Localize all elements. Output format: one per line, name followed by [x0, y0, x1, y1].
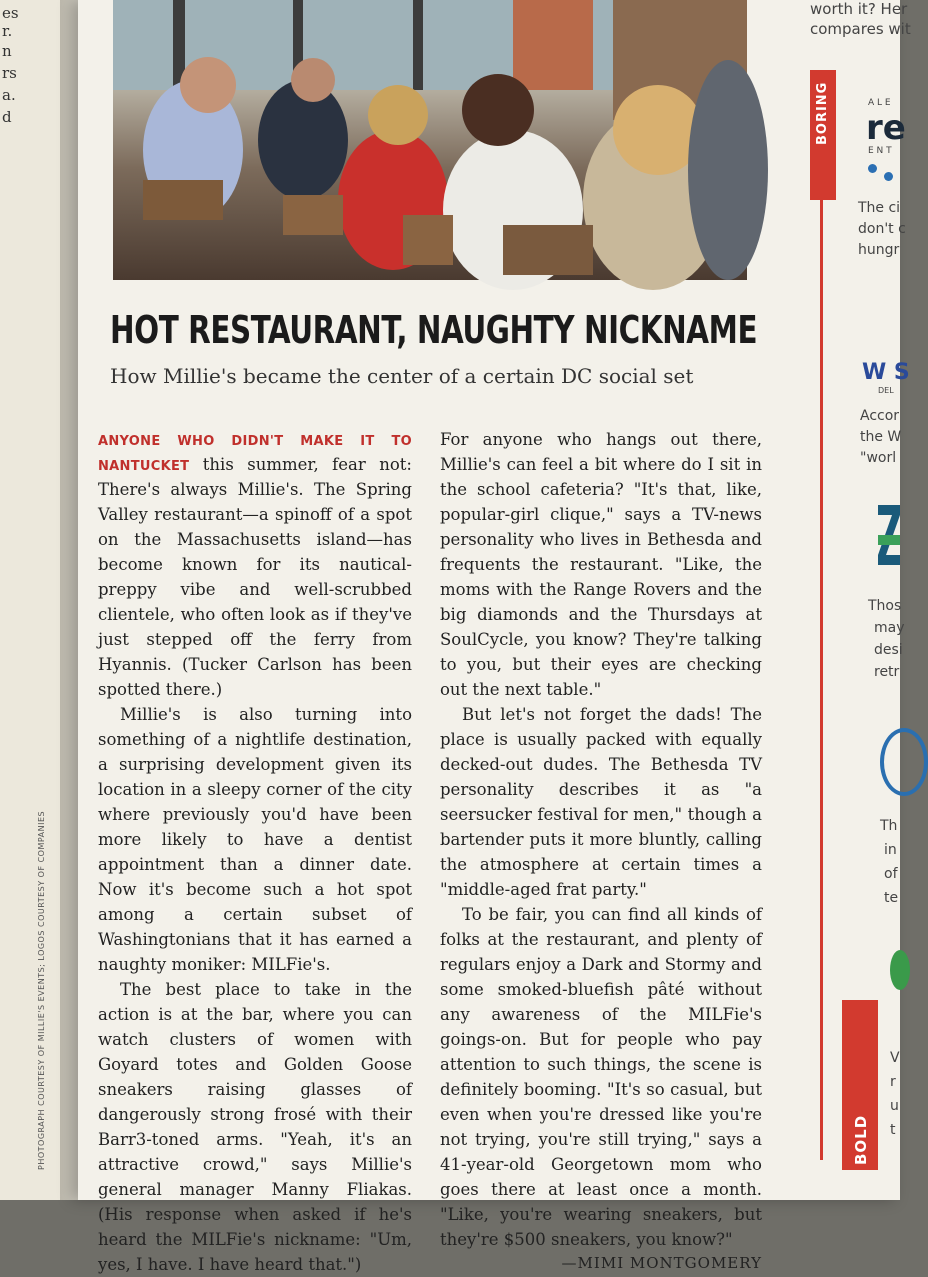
circle-logo-icon — [880, 728, 928, 796]
logo-small-text: DEL — [878, 386, 894, 395]
sidebar-blurb: r — [890, 1074, 896, 1090]
logo-dot-icon — [884, 172, 893, 181]
green-logo-icon — [890, 950, 910, 990]
paragraph: To be fair, you can find all kinds of folks at the restaurant, and plenty of regulars enjoy a Dark and Stormy and some smoked-bluefish pâté without any awareness of the MILFie's goings-on. But for people who pay attention to such things, the scene is definitely booming. "It's so casual, but even when you're dressed like you're not trying, you're still trying," says a 41-year-old Georgetown mom who goes there at least once a month. "Like, you're wearing sneakers, but they're $500 sneakers, you know?" — [440, 905, 762, 1249]
sidebar-top-text: compares wit — [810, 20, 911, 38]
scale-label-boring: BORING — [815, 81, 830, 145]
paragraph: For anyone who hangs out there, Millie's can feel a bit where do I sit in the school cafeteria? "It's that, like, popular-girl clique," says a TV-news personality who lives in Bethesda and frequents the restaurant. "Like, the moms with the Range Rovers and the big diamonds and the Thursdays at SoulCycle, you know? They're talking to you, but their eyes are checking out the next table." — [440, 430, 762, 699]
adjacent-page-edge — [0, 0, 60, 1200]
logo-dot-icon — [868, 164, 877, 173]
paragraph — [98, 427, 412, 702]
paragraph: Millie's is also turning into something of a nightlife destination, a surprising development given its location in a sleepy corner of the city where previously you'd have been more likely to have a dentist appointment than a dinner date. Now it's become such a hot spot among a certain subset of Washingtonians that it has earned a naughty moniker: MILFie's. — [98, 705, 412, 974]
sidebar-blurb: Thos — [868, 598, 902, 614]
byline: —MIMI MONTGOMERY — [561, 1254, 762, 1272]
sidebar-blurb: V — [890, 1050, 900, 1066]
scale-label-bold: BOLD — [852, 1114, 870, 1165]
sidebar-blurb: Accor — [860, 408, 900, 424]
sidebar-blurb: may — [874, 620, 905, 636]
photo-credit: PHOTOGRAPH COURTESY OF MILLIE'S EVENTS; LOGOS COURTESY OF COMPANIES — [37, 810, 46, 1170]
left-fragment: r. — [2, 22, 13, 40]
lede-text: ANYONE WHO DIDN'T MAKE IT TO NANTUCKET — [98, 434, 412, 474]
sidebar-blurb: te — [884, 890, 899, 906]
logo-z-icon — [878, 505, 900, 565]
sidebar-blurb: u — [890, 1098, 899, 1114]
left-fragment: es — [2, 4, 19, 22]
sidebar-blurb: "worl — [860, 450, 897, 466]
sidebar-scale-line — [820, 120, 823, 1160]
left-fragment: rs — [2, 64, 17, 82]
paragraph: But let's not forget the dads! The place is usually packed with equally decked-out dudes. The Bethesda TV personality describes it as "a seersucker festival for men," though a bartender puts it more bluntly, calling the atmosphere at certain times a "middle-aged frat party." — [440, 705, 762, 899]
sidebar-blurb: The ci — [858, 200, 901, 216]
article-column-2 — [440, 427, 762, 1272]
sidebar-blurb: desi — [874, 642, 903, 658]
paragraph: The best place to take in the action is at the bar, where you can watch clusters of women with Goyard totes and Golden Goose sneakers raising glasses of dangerously strong frosé with their Barr3-toned arms. "Yeah, it's an attractive crowd," says Millie's general manager Manny Fliakas. (His response when asked if he's heard the MILFie's nickname: "Um, yes, I have. I have heard that.") — [98, 980, 412, 1274]
article-headline: HOT RESTAURANT, NAUGHTY NICKNAME — [110, 308, 758, 352]
sidebar-blurb: in — [884, 842, 897, 858]
logo-small-text: A L E — [868, 98, 891, 108]
restaurant-logo-2: W S — [862, 360, 910, 385]
paragraph-text: this summer, fear not: There's always Millie's. The Spring Valley restaurant—a spinoff of a spot on the Massachusetts island—has become known for its nautical-preppy vibe and well-scrubbed clientele, who often look as if they've just stepped off the ferry from Hyannis. (Tucker Carlson has been spotted there.) — [98, 455, 412, 699]
restaurant-photo — [113, 0, 747, 280]
article-column-1 — [98, 427, 412, 1277]
left-fragment: d — [2, 108, 12, 126]
article-dek: How Millie's became the center of a certain DC social set — [110, 364, 694, 388]
sidebar-blurb: retr — [874, 664, 900, 680]
sidebar-blurb: hungr — [858, 242, 900, 258]
logo-small-text: E N T — [868, 146, 892, 156]
sidebar-blurb: the W — [860, 429, 902, 445]
restaurant-logo: re — [866, 108, 906, 148]
sidebar-blurb: t — [890, 1122, 896, 1138]
sidebar-blurb: Th — [880, 818, 898, 834]
sidebar-blurb: of — [884, 866, 898, 882]
sidebar-blurb: don't c — [858, 221, 906, 237]
sidebar-top-text: worth it? Her — [810, 0, 908, 18]
left-fragment: n — [2, 42, 12, 60]
left-fragment: a. — [2, 86, 16, 104]
